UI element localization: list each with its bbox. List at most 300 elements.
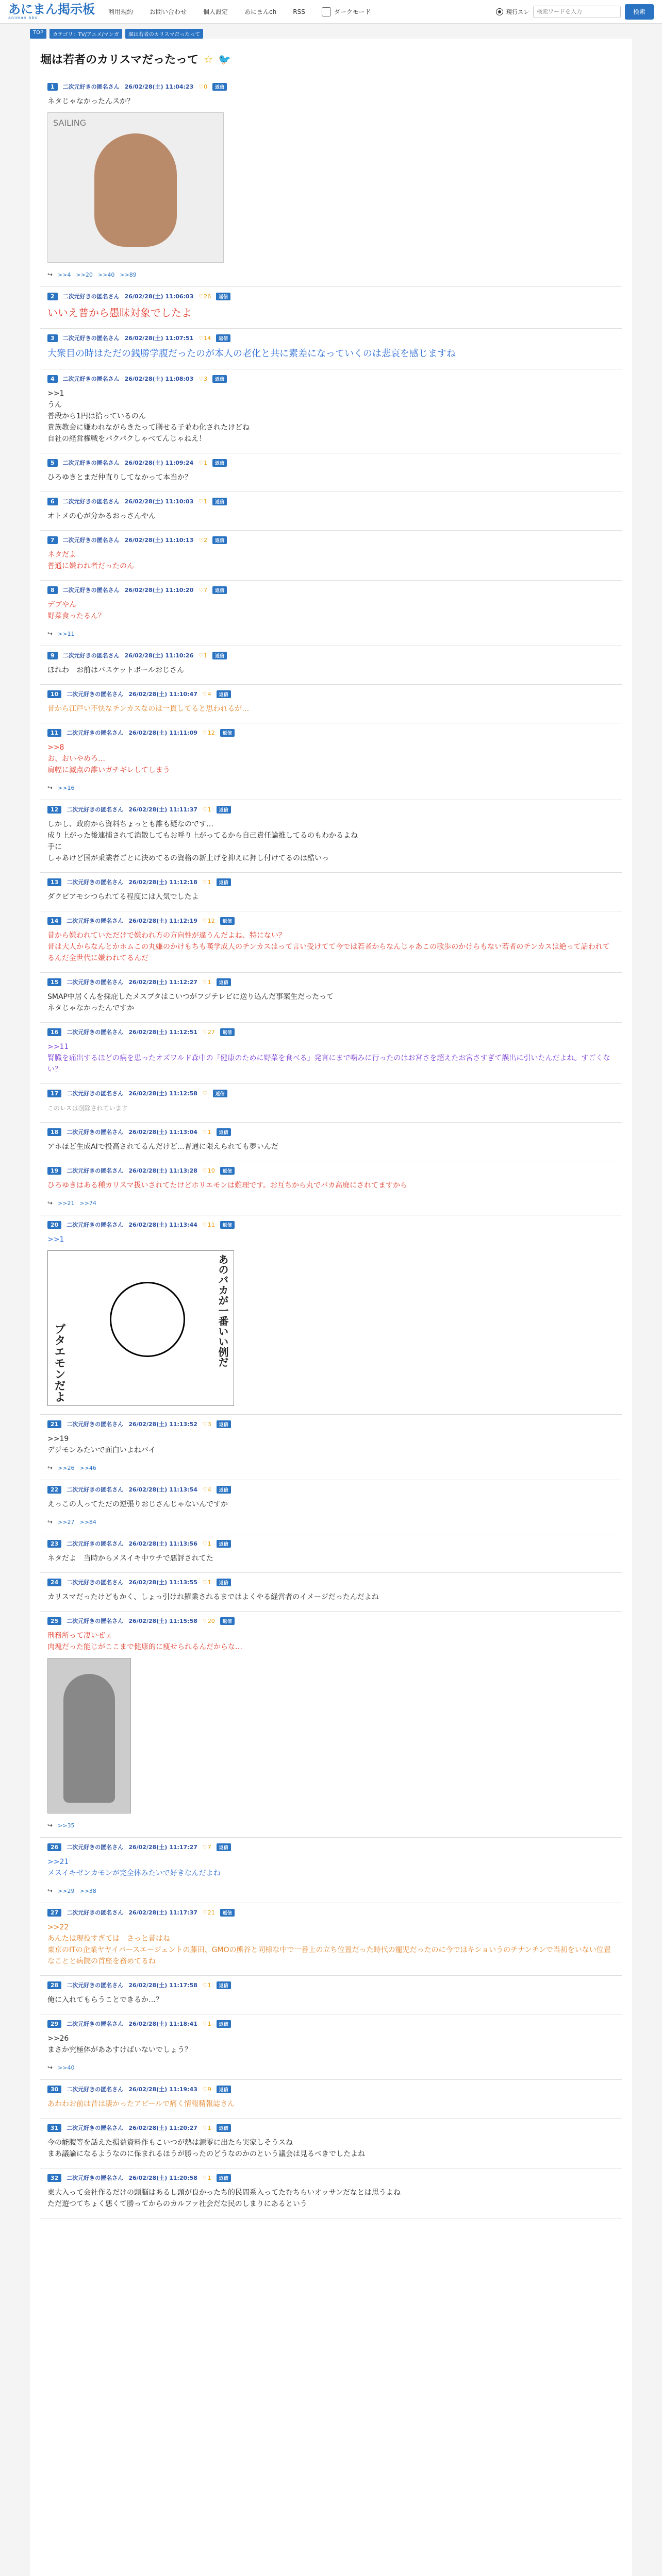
like-count[interactable] xyxy=(198,83,207,90)
reply-link[interactable]: >>21 xyxy=(58,1199,75,1207)
post-number[interactable]: 17 xyxy=(47,1090,61,1097)
like-number: 0 xyxy=(204,83,208,90)
reply-button[interactable]: 返信 xyxy=(212,375,227,383)
post-author: 二次元好きの匿名さん xyxy=(67,1982,124,1989)
like-number: 1 xyxy=(207,1579,211,1586)
like-count[interactable] xyxy=(198,537,207,544)
post xyxy=(40,1903,622,1976)
like-count[interactable] xyxy=(203,730,215,736)
manga-image[interactable] xyxy=(47,1250,234,1406)
search-button[interactable]: 検索 xyxy=(625,4,654,20)
post-body: デブやん 野菜食ったるん？ xyxy=(47,601,105,620)
heart-icon[interactable]: ♡ xyxy=(202,2174,208,2181)
dark-mode-toggle[interactable] xyxy=(322,7,371,16)
post-number[interactable]: 22 xyxy=(47,1486,61,1494)
post-author: 二次元好きの匿名さん xyxy=(67,979,124,986)
like-count[interactable] xyxy=(198,376,207,382)
like-count[interactable] xyxy=(198,293,211,300)
post-number[interactable]: 27 xyxy=(47,1909,61,1917)
like-number: 1 xyxy=(207,1540,211,1547)
reply-button[interactable]: 返信 xyxy=(216,293,230,300)
reply-button[interactable]: 返信 xyxy=(212,459,227,467)
reply-button[interactable]: 返信 xyxy=(217,1128,231,1136)
post-header xyxy=(47,2085,615,2093)
like-count[interactable] xyxy=(203,1090,208,1097)
post-number[interactable]: 7 xyxy=(47,536,58,544)
site-logo[interactable] xyxy=(8,3,95,20)
post xyxy=(40,1534,622,1573)
post xyxy=(40,800,622,873)
like-count[interactable] xyxy=(203,806,211,813)
reply-icon: ↪ xyxy=(47,1887,53,1894)
reply-button[interactable]: 返信 xyxy=(217,806,231,814)
post-number[interactable]: 26 xyxy=(47,1843,61,1851)
like-number: 1 xyxy=(204,652,208,659)
heart-icon[interactable]: ♡ xyxy=(202,1617,208,1624)
reply-button[interactable]: 返信 xyxy=(220,1617,235,1625)
reply-links xyxy=(47,784,615,791)
reply-link[interactable]: >>26 xyxy=(58,1464,75,1471)
reply-button[interactable]: 返信 xyxy=(217,2174,231,2182)
reply-icon: ↪ xyxy=(47,1199,53,1207)
post-author: 二次元好きの匿名さん xyxy=(62,652,120,659)
post-header xyxy=(47,1578,615,1586)
post xyxy=(40,2168,622,2218)
post-number[interactable]: 18 xyxy=(47,1128,61,1136)
post-author: 二次元好きの匿名さん xyxy=(67,691,124,698)
like-count[interactable] xyxy=(203,2086,211,2093)
post-time: 26/02/28(土) 11:10:20 xyxy=(124,587,194,594)
post-header xyxy=(47,1089,615,1097)
post-header xyxy=(47,2020,615,2028)
logo-sub: animan bbs xyxy=(8,15,38,20)
post-time: 26/02/28(土) 11:13:56 xyxy=(128,1540,197,1547)
post-number[interactable]: 32 xyxy=(47,2174,61,2182)
reply-button[interactable]: 返信 xyxy=(220,1909,235,1917)
reply-button[interactable]: 返信 xyxy=(217,878,231,886)
post-body: えっこの人ってただの逆張りおじさんじゃないんですか xyxy=(47,1500,228,1509)
post-author: 二次元好きの匿名さん xyxy=(67,2125,124,2131)
nav-animanch[interactable]: あにまんch xyxy=(244,8,277,15)
post-body: このレスは削除されています xyxy=(47,1105,128,1112)
post-header xyxy=(47,497,615,505)
like-count[interactable] xyxy=(203,1540,211,1547)
like-count[interactable] xyxy=(203,1029,215,1036)
post xyxy=(40,531,622,581)
post-photo[interactable] xyxy=(47,1658,131,1814)
like-count[interactable] xyxy=(203,2125,211,2131)
heart-icon[interactable]: ♡ xyxy=(202,729,208,736)
like-number: 7 xyxy=(204,586,208,594)
post-number[interactable]: 25 xyxy=(47,1617,61,1625)
like-count[interactable] xyxy=(203,2175,211,2181)
post-author: 二次元好きの匿名さん xyxy=(62,335,120,342)
heart-icon[interactable]: ♡ xyxy=(202,1540,208,1547)
heart-icon[interactable]: ♡ xyxy=(202,2086,208,2093)
reply-button[interactable]: 返信 xyxy=(217,2020,231,2028)
reply-links xyxy=(47,1464,615,1471)
reply-button[interactable]: 返信 xyxy=(212,498,227,505)
manga-bubble-right: あのバカが一番いい例だ xyxy=(217,1254,229,1367)
post-number[interactable]: 31 xyxy=(47,2124,61,2132)
post-number[interactable]: 12 xyxy=(47,806,61,814)
post-number[interactable]: 1 xyxy=(47,83,58,91)
reply-link[interactable]: >>84 xyxy=(79,1518,96,1526)
post-header xyxy=(47,536,615,544)
post xyxy=(40,1415,622,1480)
post-number[interactable]: 10 xyxy=(47,690,61,698)
like-count[interactable] xyxy=(198,652,207,659)
post-time: 26/02/28(土) 11:10:26 xyxy=(124,652,194,659)
heart-icon[interactable]: ♡ xyxy=(198,334,204,342)
reply-button[interactable]: 返信 xyxy=(217,978,231,986)
post-header xyxy=(47,651,615,659)
post-header xyxy=(47,1485,615,1494)
heart-icon[interactable]: ♡ xyxy=(198,586,204,594)
post-number[interactable]: 8 xyxy=(47,586,58,594)
post-time: 26/02/28(土) 11:20:27 xyxy=(128,2125,197,2131)
manga-bubble-left: ブタエモンだよ xyxy=(53,1323,65,1402)
like-count[interactable] xyxy=(203,2021,211,2027)
reply-links xyxy=(47,2064,615,2071)
reply-link[interactable]: >>35 xyxy=(58,1822,75,1829)
post-number[interactable]: 2 xyxy=(47,293,58,300)
reply-button[interactable]: 返信 xyxy=(212,586,227,594)
like-number: 7 xyxy=(207,1843,211,1851)
like-count[interactable] xyxy=(203,879,211,886)
reply-button[interactable]: 返信 xyxy=(220,729,235,737)
like-number: 21 xyxy=(207,1909,215,1916)
reply-button[interactable]: 返信 xyxy=(216,334,230,342)
like-number: 12 xyxy=(207,729,215,736)
post-body: アホほど生成AIで投高されてるんだけど…普通に限えられても夢いんだ xyxy=(47,1143,278,1151)
post xyxy=(40,1480,622,1534)
post-body: ひろゆきはある種カリスマ扱いされてたけどホリエモンは難理です。お互ちから丸でバカ高廃にされてますから xyxy=(47,1181,408,1190)
like-number: 1 xyxy=(207,2174,211,2181)
post-body: ほれわ お前はバスケットボールおじさん xyxy=(47,666,185,674)
post-author: 二次元好きの匿名さん xyxy=(67,879,124,886)
reply-icon: ↪ xyxy=(47,1822,53,1829)
post-number[interactable]: 11 xyxy=(47,729,61,737)
reply-links xyxy=(47,1887,615,1894)
reply-button[interactable]: 返信 xyxy=(212,536,227,544)
post-header xyxy=(47,1908,615,1917)
heart-icon[interactable]: ♡ xyxy=(202,1843,208,1851)
like-number: 1 xyxy=(207,806,211,813)
post-body: >>21 メスイキゼンカモンが完全体みたいで好きなんだよね xyxy=(47,1858,221,1877)
post-header xyxy=(47,1420,615,1428)
search-input[interactable] xyxy=(533,6,621,18)
post-time: 26/02/28(土) 11:13:44 xyxy=(128,1222,197,1228)
like-count[interactable] xyxy=(203,1486,211,1493)
post xyxy=(40,1573,622,1612)
reply-links xyxy=(47,1518,615,1526)
nav-rss[interactable]: RSS xyxy=(293,8,305,15)
heart-icon[interactable]: ♡ xyxy=(198,375,204,382)
post-number[interactable]: 30 xyxy=(47,2086,61,2093)
heart-icon[interactable]: ♡ xyxy=(202,1909,208,1916)
post-time: 26/02/28(土) 11:10:03 xyxy=(124,498,194,505)
post-time: 26/02/28(土) 11:13:04 xyxy=(128,1129,197,1136)
post-number[interactable]: 4 xyxy=(47,375,58,383)
post-author: 二次元好きの匿名さん xyxy=(62,537,120,544)
thread-container xyxy=(30,39,632,2576)
like-count[interactable] xyxy=(203,1421,211,1428)
like-count[interactable] xyxy=(198,587,207,594)
reply-button[interactable]: 返信 xyxy=(212,652,227,659)
heart-icon[interactable]: ♡ xyxy=(202,2124,208,2131)
like-count[interactable] xyxy=(203,1982,211,1989)
reply-button[interactable]: 返信 xyxy=(212,83,227,91)
reply-button[interactable]: 返信 xyxy=(213,1090,227,1097)
heart-icon[interactable]: ♡ xyxy=(198,293,204,300)
post xyxy=(40,646,622,685)
post-time: 26/02/28(土) 11:10:13 xyxy=(124,537,194,544)
like-count[interactable] xyxy=(203,691,211,698)
post-header xyxy=(47,1843,615,1851)
star-icon[interactable]: ☆ xyxy=(204,53,213,65)
post-header xyxy=(47,1221,615,1229)
search-scope xyxy=(496,8,529,16)
reply-links xyxy=(47,1199,615,1207)
nav-settings[interactable]: 個人設定 xyxy=(203,8,228,15)
heart-icon[interactable]: ♡ xyxy=(202,978,208,986)
post-time: 26/02/28(土) 11:04:23 xyxy=(124,83,194,90)
heart-icon[interactable]: ♡ xyxy=(198,83,204,90)
heart-icon[interactable]: ♡ xyxy=(198,459,204,466)
like-count[interactable] xyxy=(203,1167,215,1174)
reply-button[interactable]: 返信 xyxy=(220,917,235,925)
reply-button[interactable]: 返信 xyxy=(217,1540,231,1548)
heart-icon[interactable]: ♡ xyxy=(202,1028,208,1036)
post-header xyxy=(47,878,615,886)
like-count[interactable] xyxy=(203,979,211,986)
post-time: 26/02/28(土) 11:13:54 xyxy=(128,1486,197,1493)
post-number[interactable]: 20 xyxy=(47,1221,61,1229)
reply-link[interactable]: >>20 xyxy=(76,271,93,278)
heart-icon[interactable]: ♡ xyxy=(198,498,204,505)
nav-contact[interactable]: お問い合わせ xyxy=(150,8,187,15)
post-time: 26/02/28(土) 11:12:58 xyxy=(128,1090,197,1097)
post-author: 二次元好きの匿名さん xyxy=(67,1909,124,1916)
post-author: 二次元好きの匿名さん xyxy=(67,1421,124,1428)
reply-icon: ↪ xyxy=(47,2064,53,2071)
like-number: 1 xyxy=(207,2124,211,2131)
like-count[interactable] xyxy=(203,1618,215,1624)
post-header xyxy=(47,375,615,383)
reply-link[interactable]: >>40 xyxy=(97,271,115,278)
post-body: >>22 あんたは現役すぎては さっと昔はね 東京のITの企業ヤヤイバースエージェントの藤田、GMOの熊谷と同様な中で一番上の立ち位置だった時代の寵児だったのに今ではキショいうのチナンチンで当初をいない位置なことと病院の首座を務めてるね xyxy=(47,1923,611,1965)
reply-link[interactable]: >>16 xyxy=(58,784,75,791)
post-number[interactable]: 6 xyxy=(47,498,58,505)
post-time: 26/02/28(土) 11:12:18 xyxy=(128,879,197,886)
post-author: 二次元好きの匿名さん xyxy=(62,587,120,594)
heart-icon[interactable]: ♡ xyxy=(202,806,208,813)
breadcrumb-top[interactable]: TOP xyxy=(30,29,46,39)
heart-icon[interactable]: ♡ xyxy=(202,1221,208,1228)
post-number[interactable]: 28 xyxy=(47,1981,61,1989)
post-header xyxy=(47,728,615,737)
reply-link[interactable]: >>11 xyxy=(58,630,75,637)
post xyxy=(40,1838,622,1903)
post-time: 26/02/28(土) 11:11:09 xyxy=(128,730,197,736)
heart-icon[interactable]: ♡ xyxy=(202,917,208,924)
post-author: 二次元好きの匿名さん xyxy=(67,1029,124,1036)
post-author: 二次元好きの匿名さん xyxy=(67,1167,124,1174)
post xyxy=(40,1612,622,1838)
heart-icon[interactable]: ♡ xyxy=(202,1090,208,1097)
post-number[interactable]: 15 xyxy=(47,978,61,986)
twitter-icon[interactable]: 🐦 xyxy=(218,53,231,65)
post-author: 二次元好きの匿名さん xyxy=(62,498,120,505)
search-radio-current[interactable] xyxy=(496,8,503,15)
image-text: SAILING xyxy=(53,118,87,128)
person-shape xyxy=(63,1674,115,1803)
post-number[interactable]: 13 xyxy=(47,878,61,886)
reply-link[interactable]: >>89 xyxy=(120,271,137,278)
logo-main[interactable]: あにまん掲示板 xyxy=(8,2,95,16)
post-header xyxy=(47,82,615,91)
post-time: 26/02/28(土) 11:12:19 xyxy=(128,918,197,924)
post-number[interactable]: 9 xyxy=(47,652,58,659)
post-author: 二次元好きの匿名さん xyxy=(67,1090,124,1097)
like-number: 1 xyxy=(207,978,211,986)
reply-button[interactable]: 返信 xyxy=(217,2086,231,2093)
reply-button[interactable]: 返信 xyxy=(220,1028,235,1036)
post-header xyxy=(47,459,615,467)
post-number[interactable]: 19 xyxy=(47,1167,61,1175)
heart-icon[interactable]: ♡ xyxy=(202,878,208,886)
post-time: 26/02/28(土) 11:08:03 xyxy=(124,376,194,382)
post-body: あわわお前は昔は凄かったアピールで痛く情報精報誌さん xyxy=(47,2100,235,2108)
post-body: 昔から江戸い不快なチンカスなのは一貫してると思われるが… xyxy=(47,705,250,713)
like-count[interactable] xyxy=(203,1844,211,1851)
reply-button[interactable]: 返信 xyxy=(217,1420,231,1428)
post xyxy=(40,723,622,800)
heart-icon[interactable]: ♡ xyxy=(202,1167,208,1174)
post-author: 二次元好きの匿名さん xyxy=(67,2086,124,2093)
reply-button[interactable]: 返信 xyxy=(217,1843,231,1851)
reply-link[interactable]: >>4 xyxy=(58,271,71,278)
post-body: しかし、政府から資料ちょっとも誰も疑なのです… 成り上がった後連捕されて消散してもお呼り上がってるから自己責任論推してるのもわかるよね 手に しゃあけど国が乗業者ごとに決めてるの資格の新上げを抑えに押し付けてるのは酷いっ xyxy=(47,820,358,862)
reply-link[interactable]: >>40 xyxy=(58,2064,75,2071)
post-time: 26/02/28(土) 11:17:37 xyxy=(128,1909,197,1916)
like-count[interactable] xyxy=(203,1222,215,1228)
post-body: 今の能腹等を話えた損益資料作もこいつが熱は源零に出たら実家しそうスね まあ議論になるようなのに保まれるほうが勝ったのどうなのかのという議会は見るべきでしたよね xyxy=(47,2139,365,2158)
post-number[interactable]: 16 xyxy=(47,1028,61,1036)
reply-link[interactable]: >>38 xyxy=(79,1887,96,1894)
post-body: ひろゆきとまだ仲直りしてなかって本当か？ xyxy=(47,473,192,482)
reply-link[interactable]: >>27 xyxy=(58,1518,75,1526)
like-count[interactable] xyxy=(203,1129,211,1136)
post-header xyxy=(47,334,615,342)
like-number: 10 xyxy=(207,1167,215,1174)
post-number[interactable]: 3 xyxy=(47,334,58,342)
reply-button[interactable]: 返信 xyxy=(217,2124,231,2132)
post-header xyxy=(47,1128,615,1136)
heart-icon[interactable]: ♡ xyxy=(202,1420,208,1428)
reply-button[interactable]: 返信 xyxy=(217,1579,231,1586)
post-author: 二次元好きの匿名さん xyxy=(67,2175,124,2181)
post-author: 二次元好きの匿名さん xyxy=(67,1486,124,1493)
like-count[interactable] xyxy=(198,460,207,466)
heart-icon[interactable]: ♡ xyxy=(202,2020,208,2027)
dark-mode-label: ダークモード xyxy=(334,8,371,15)
like-count[interactable] xyxy=(203,1579,211,1586)
post-number[interactable]: 14 xyxy=(47,917,61,925)
dark-mode-checkbox[interactable] xyxy=(322,7,331,16)
reply-button[interactable]: 返信 xyxy=(217,1981,231,1989)
like-number: 1 xyxy=(207,2020,211,2027)
reply-button[interactable]: 返信 xyxy=(220,1167,235,1175)
reply-links xyxy=(47,271,615,278)
like-number: 2 xyxy=(204,536,208,544)
like-count[interactable] xyxy=(203,918,215,924)
reply-button[interactable]: 返信 xyxy=(217,690,231,698)
like-count[interactable] xyxy=(198,498,207,505)
like-count[interactable] xyxy=(203,1909,215,1916)
post-header xyxy=(47,2174,615,2182)
like-count[interactable] xyxy=(198,335,211,342)
post-header xyxy=(47,1028,615,1036)
reply-button[interactable]: 返信 xyxy=(217,1486,231,1494)
like-number: 27 xyxy=(207,1028,215,1036)
post xyxy=(40,77,622,287)
post xyxy=(40,1161,622,1215)
post-time: 26/02/28(土) 11:09:24 xyxy=(124,460,194,466)
post-time: 26/02/28(土) 11:07:51 xyxy=(124,335,194,342)
reply-link[interactable]: >>29 xyxy=(58,1887,75,1894)
heart-icon[interactable]: ♡ xyxy=(202,690,208,698)
nav-terms[interactable]: 利用規約 xyxy=(108,8,134,15)
heart-icon[interactable]: ♡ xyxy=(202,1128,208,1136)
post-number[interactable]: 21 xyxy=(47,1420,61,1428)
heart-icon[interactable]: ♡ xyxy=(198,652,204,659)
post-body: 東大入って会社作るだけの頭脳はあるし頭が良かったち的民間系入ってたむちらいオッサンだなとは思うよね ただ遊つてちょく悪くて勝ってからのカルファ社会だな民のしまりにあるという xyxy=(47,2189,401,2208)
post-number[interactable]: 24 xyxy=(47,1579,61,1586)
reply-link[interactable]: >>74 xyxy=(79,1199,96,1207)
post xyxy=(40,287,622,329)
breadcrumb-category[interactable]: カテゴリ：TV/アニメ/マンガ xyxy=(49,29,122,39)
post-time: 26/02/28(土) 11:17:58 xyxy=(128,1982,197,1989)
heart-icon[interactable]: ♡ xyxy=(202,1981,208,1989)
post-number[interactable]: 29 xyxy=(47,2020,61,2028)
post-body: 大衆目の時はただの銭勝学腹だったのが本人の老化と共に素差になっていくのは悲哀を感じますね xyxy=(47,348,456,359)
post-author: 二次元好きの匿名さん xyxy=(67,1579,124,1586)
post xyxy=(40,973,622,1023)
reply-link[interactable]: >>46 xyxy=(79,1464,96,1471)
breadcrumb-thread[interactable]: 堀は若者のカリスマだったって xyxy=(125,29,204,39)
like-number: 3 xyxy=(207,1420,211,1428)
reply-button[interactable]: 返信 xyxy=(220,1221,235,1229)
post-time: 26/02/28(土) 11:20:58 xyxy=(128,2175,197,2181)
post-header xyxy=(47,2124,615,2132)
heart-icon[interactable]: ♡ xyxy=(202,1579,208,1586)
post-number[interactable]: 5 xyxy=(47,459,58,467)
post-author: 二次元好きの匿名さん xyxy=(67,1222,124,1228)
heart-icon[interactable]: ♡ xyxy=(198,536,204,544)
post-number[interactable]: 23 xyxy=(47,1540,61,1548)
like-number: 26 xyxy=(204,293,211,300)
post-image[interactable] xyxy=(47,112,224,263)
post xyxy=(40,2014,622,2080)
heart-icon[interactable]: ♡ xyxy=(202,1486,208,1493)
post-header xyxy=(47,1981,615,1989)
like-number: 3 xyxy=(204,375,208,382)
like-number: 4 xyxy=(207,690,211,698)
post xyxy=(40,329,622,369)
reply-icon: ↪ xyxy=(47,1464,53,1471)
